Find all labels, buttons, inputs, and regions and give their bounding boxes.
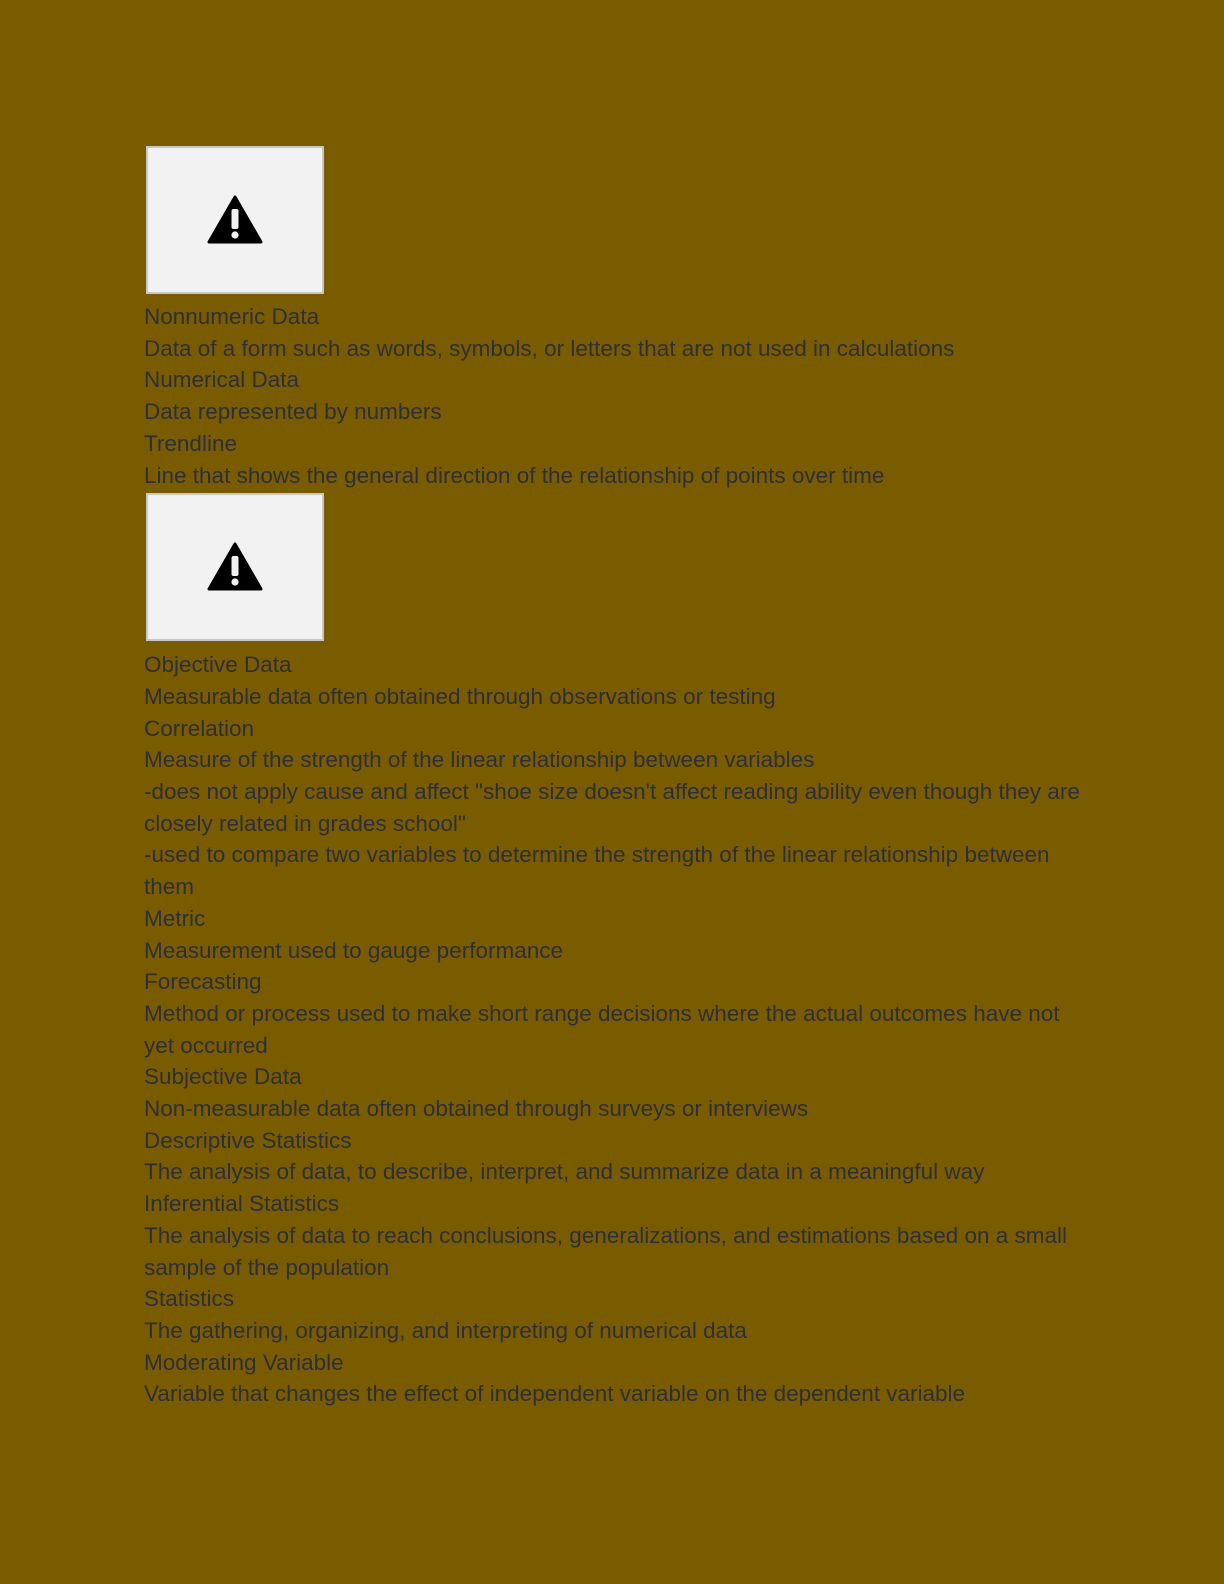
term-metric: Metric — [144, 905, 206, 931]
term-list-2 — [144, 649, 1084, 1410]
definition-trendline: Line that shows the general direction of the relationship of points over time — [144, 462, 885, 488]
term-nonnumeric-data: Nonnumeric Data — [144, 304, 320, 329]
warning-icon — [207, 542, 263, 592]
warning-icon — [207, 195, 263, 245]
term-moderating-variable: Moderating Variable — [144, 1349, 344, 1375]
definition-statistics: The gathering, organizing, and interpreting of numerical data — [144, 1317, 747, 1343]
definition-numerical-data: Data represented by numbers — [144, 399, 442, 425]
term-descriptive-statistics: Descriptive Statistics — [144, 1127, 352, 1153]
broken-image-2 — [146, 493, 324, 641]
term-forecasting: Forecasting — [144, 969, 262, 995]
term-correlation: Correlation — [144, 715, 255, 741]
definition-metric: Measurement used to gauge performance — [144, 937, 563, 963]
document-body — [144, 146, 1084, 1410]
definition-descriptive-statistics: The analysis of data, to describe, interpret, and summarize data in a meaningful way — [144, 1159, 985, 1185]
term-trendline: Trendline — [144, 430, 237, 456]
definition-nonnumeric-data: Data of a form such as words, symbols, or letters that are not used in calculations — [144, 335, 955, 361]
definition-subjective-data: Non-measurable data often obtained through surveys or interviews — [144, 1096, 809, 1122]
term-numerical-data: Numerical Data — [144, 367, 300, 393]
term-subjective-data: Subjective Data — [144, 1064, 302, 1090]
definition-forecasting: Method or process used to make short range decisions where the actual outcomes have not yet occurred — [144, 1000, 1060, 1058]
definition-correlation-note-2: -used to compare two variables to determine the strength of the linear relationship between them — [144, 842, 1050, 900]
term-inferential-statistics: Inferential Statistics — [144, 1191, 340, 1217]
definition-objective-data: Measurable data often obtained through observations or testing — [144, 683, 776, 709]
definition-inferential-statistics: The analysis of data to reach conclusions, generalizations, and estimations based on a small sample of the population — [144, 1222, 1068, 1280]
term-statistics: Statistics — [144, 1286, 235, 1312]
definition-moderating-variable: Variable that changes the effect of independent variable on the dependent variable — [144, 1381, 966, 1407]
definition-correlation: Measure of the strength of the linear relationship between variables — [144, 747, 815, 773]
broken-image-1 — [146, 146, 324, 294]
term-objective-data: Objective Data — [144, 652, 292, 678]
term-list-1 — [144, 301, 1084, 491]
definition-correlation-note-1: -does not apply cause and affect "shoe size doesn't affect reading ability even though they are closely related in grades school" — [144, 779, 1080, 836]
